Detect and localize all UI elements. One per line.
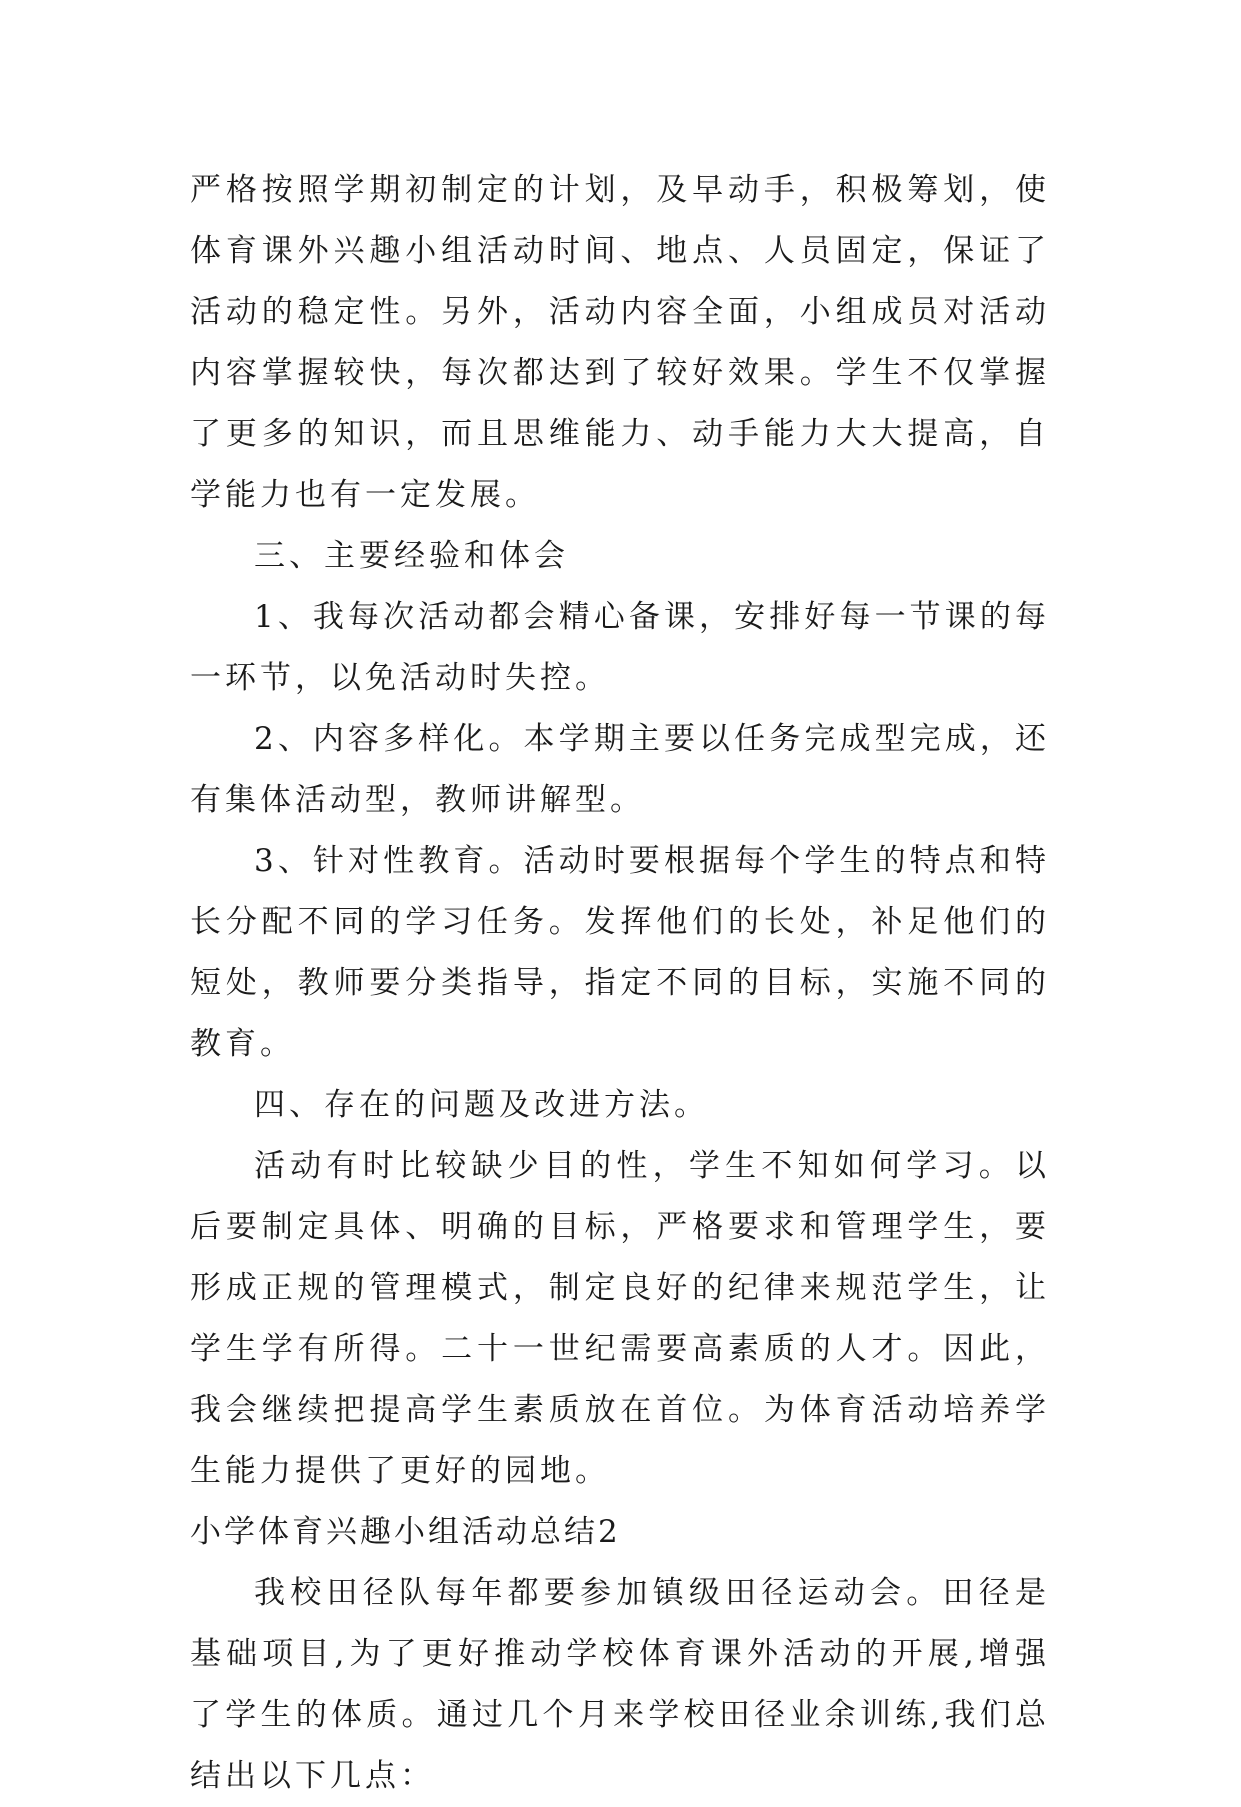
paragraph-activity-summary: 严格按照学期初制定的计划，及早动手，积极筹划，使体育课外兴趣小组活动时间、地点、人员固定，保证了活动的稳定性。另外，活动内容全面，小组成员对活动内容掌握较快，每次都达到了较好效果。学生不仅掌握了更多的知识，而且思维能力、动手能力大大提高，自学能力也有一定发展。: [190, 172, 1050, 513]
document-subtitle: 小学体育兴趣小组活动总结2: [190, 1514, 621, 1550]
section-heading-experience: 三、主要经验和体会: [254, 538, 569, 574]
document-body: [190, 160, 1050, 1807]
paragraph-point-1: 1、我每次活动都会精心备课，安排好每一节课的每一环节，以免活动时失控。: [190, 599, 1050, 696]
paragraph-improvements: 活动有时比较缺少目的性，学生不知如何学习。以后要制定具体、明确的目标，严格要求和管理学生，要形成正规的管理模式，制定良好的纪律来规范学生，让学生学有所得。二十一世纪需要高素质的人才。因此，我会继续把提高学生素质放在首位。为体育活动培养学生能力提供了更好的园地。: [190, 1148, 1050, 1489]
paragraph-point-2: 2、内容多样化。本学期主要以任务完成型完成，还有集体活动型，教师讲解型。: [190, 721, 1050, 818]
paragraph-point-3: 3、针对性教育。活动时要根据每个学生的特点和特长分配不同的学习任务。发挥他们的长处，补足他们的短处，教师要分类指导，指定不同的目标，实施不同的教育。: [190, 843, 1050, 1062]
section-heading-problems: 四、存在的问题及改进方法。: [254, 1087, 709, 1123]
paragraph-track-team: 我校田径队每年都要参加镇级田径运动会。田径是基础项目,为了更好推动学校体育课外活动的开展,增强了学生的体质。通过几个月来学校田径业余训练,我们总结出以下几点：: [190, 1575, 1050, 1794]
